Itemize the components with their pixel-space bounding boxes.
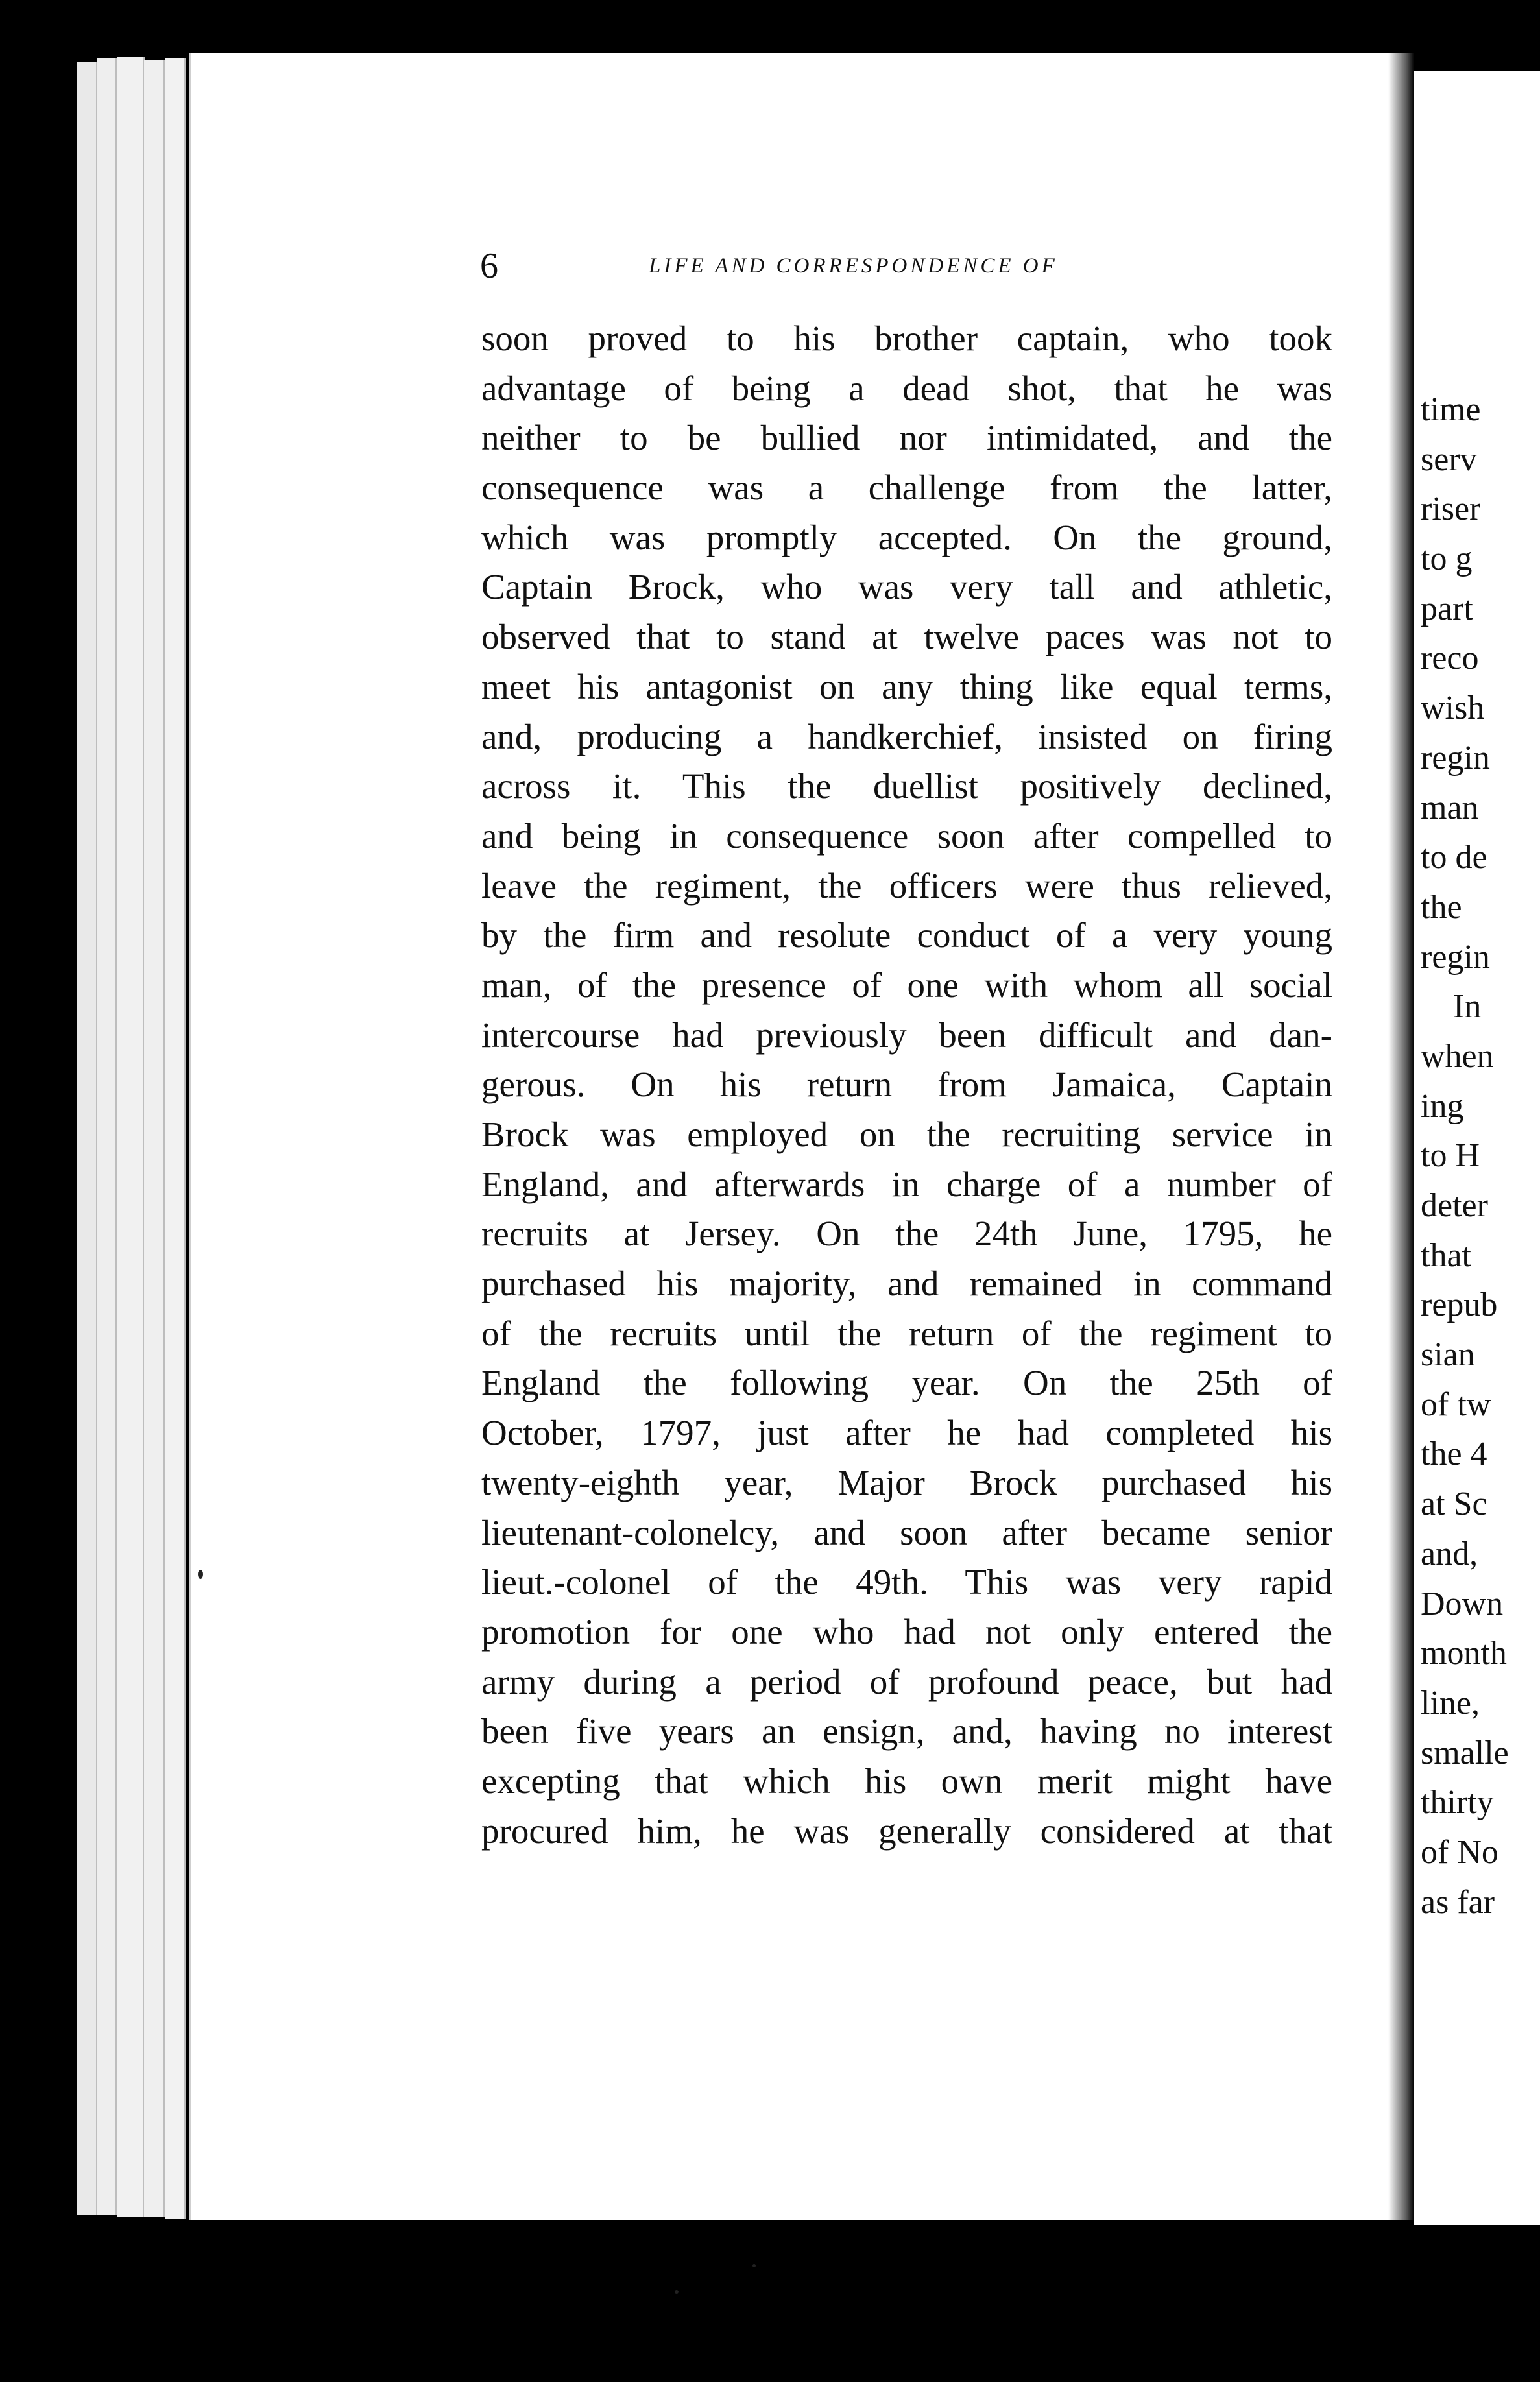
facing-text-fragment: reco bbox=[1421, 640, 1479, 677]
facing-text-fragment: ing bbox=[1421, 1087, 1464, 1125]
facing-text-fragment: repub bbox=[1421, 1286, 1498, 1324]
text-line: advantage of being a dead shot, that he was bbox=[481, 368, 1332, 408]
facing-text-fragment: to H bbox=[1421, 1137, 1480, 1175]
text-line: of the recruits until the return of the regiment to bbox=[481, 1313, 1332, 1353]
text-line: procured him, he was generally considered at that bbox=[481, 1811, 1332, 1851]
text-line: across it. This the duellist positively declined, bbox=[481, 766, 1332, 806]
facing-text-fragment: thirty bbox=[1421, 1784, 1494, 1822]
page-edge bbox=[144, 60, 165, 2217]
text-line: observed that to stand at twelve paces was not to bbox=[481, 617, 1332, 657]
text-line: and, producing a handkerchief, insisted on firing bbox=[481, 716, 1332, 756]
facing-text-fragment: at Sc bbox=[1421, 1486, 1487, 1523]
text-line: soon proved to his brother captain, who took bbox=[481, 319, 1332, 358]
page-edge bbox=[77, 62, 98, 2215]
scan-speck bbox=[752, 2264, 756, 2267]
page-edge bbox=[97, 58, 117, 2215]
facing-text-fragment: time bbox=[1421, 391, 1481, 428]
text-line: Captain Brock, who was very tall and athletic, bbox=[481, 567, 1332, 607]
text-line: neither to be bullied nor intimidated, and the bbox=[481, 418, 1332, 458]
body-text bbox=[481, 314, 1332, 1856]
facing-text-fragment: that bbox=[1421, 1236, 1471, 1274]
text-line: twenty-eighth year, Major Brock purchased his bbox=[481, 1462, 1332, 1502]
text-line: been five years an ensign, and, having no interest bbox=[481, 1711, 1332, 1751]
facing-text-fragment: to de bbox=[1421, 839, 1487, 876]
text-line: England, and afterwards in charge of a number of bbox=[481, 1164, 1332, 1204]
facing-text-fragment: when bbox=[1421, 1037, 1494, 1075]
scan-speck bbox=[675, 2290, 679, 2294]
facing-text-fragment: line, bbox=[1421, 1684, 1480, 1722]
facing-text-fragment: deter bbox=[1421, 1187, 1488, 1224]
text-line: lieut.-colonel of the 49th. This was very rapid bbox=[481, 1562, 1332, 1602]
page-number: 6 bbox=[480, 246, 498, 286]
text-line: promotion for one who had not only entered the bbox=[481, 1611, 1332, 1652]
scan-speck bbox=[198, 1570, 203, 1579]
text-line: England the following year. On the 25th of bbox=[481, 1363, 1332, 1403]
facing-text-fragment: part bbox=[1421, 590, 1473, 627]
facing-text-fragment: of tw bbox=[1421, 1386, 1491, 1423]
facing-text-fragment: riser bbox=[1421, 490, 1481, 528]
facing-text-fragment: sian bbox=[1421, 1336, 1475, 1374]
facing-text-fragment: wish bbox=[1421, 690, 1485, 727]
page-edge bbox=[117, 57, 145, 2217]
text-line: which was promptly accepted. On the ground, bbox=[481, 517, 1332, 557]
text-line: consequence was a challenge from the latter, bbox=[481, 468, 1332, 508]
text-line: leave the regiment, the officers were thus relieved, bbox=[481, 865, 1332, 906]
text-line: and being in consequence soon after compelled to bbox=[481, 815, 1332, 856]
text-line: lieutenant-colonelcy, and soon after became senior bbox=[481, 1512, 1332, 1552]
facing-text-fragment: regin bbox=[1421, 739, 1490, 776]
text-line: purchased his majority, and remained in command bbox=[481, 1264, 1332, 1304]
facing-page-text bbox=[1421, 385, 1509, 1927]
facing-text-fragment: In bbox=[1453, 988, 1482, 1026]
text-line: excepting that which his own merit might have bbox=[481, 1761, 1332, 1801]
text-line: recruits at Jersey. On the 24th June, 1795, he bbox=[481, 1214, 1332, 1254]
facing-page bbox=[1414, 71, 1540, 2225]
text-line: gerous. On his return from Jamaica, Captain bbox=[481, 1065, 1332, 1105]
facing-text-fragment: smalle bbox=[1421, 1734, 1509, 1772]
page-header bbox=[480, 245, 1330, 291]
facing-text-fragment: to g bbox=[1421, 540, 1473, 578]
text-line: intercourse had previously been difficult and dan- bbox=[481, 1015, 1332, 1055]
text-line: October, 1797, just after he had completed his bbox=[481, 1413, 1332, 1453]
text-line: Brock was employed on the recruiting service in bbox=[481, 1114, 1332, 1154]
facing-text-fragment: the 4 bbox=[1421, 1436, 1487, 1473]
running-head: LIFE AND CORRESPONDENCE OF bbox=[649, 254, 1058, 278]
book-gutter-shadow bbox=[1388, 53, 1414, 2220]
facing-text-fragment: of No bbox=[1421, 1833, 1498, 1871]
text-line: man, of the presence of one with whom all social bbox=[481, 965, 1332, 1005]
facing-text-fragment: serv bbox=[1421, 440, 1477, 478]
facing-text-fragment: Down bbox=[1421, 1585, 1504, 1622]
facing-text-fragment: month bbox=[1421, 1635, 1507, 1672]
facing-text-fragment: and, bbox=[1421, 1535, 1478, 1572]
facing-text-fragment: the bbox=[1421, 888, 1462, 926]
page-edge bbox=[165, 58, 186, 2219]
facing-text-fragment: man bbox=[1421, 789, 1479, 826]
text-line: army during a period of profound peace, but had bbox=[481, 1661, 1332, 1702]
text-line: meet his antagonist on any thing like equal terms, bbox=[481, 666, 1332, 706]
facing-text-fragment: regin bbox=[1421, 938, 1490, 976]
facing-text-fragment: as far bbox=[1421, 1883, 1495, 1921]
text-line: by the firm and resolute conduct of a very young bbox=[481, 915, 1332, 956]
